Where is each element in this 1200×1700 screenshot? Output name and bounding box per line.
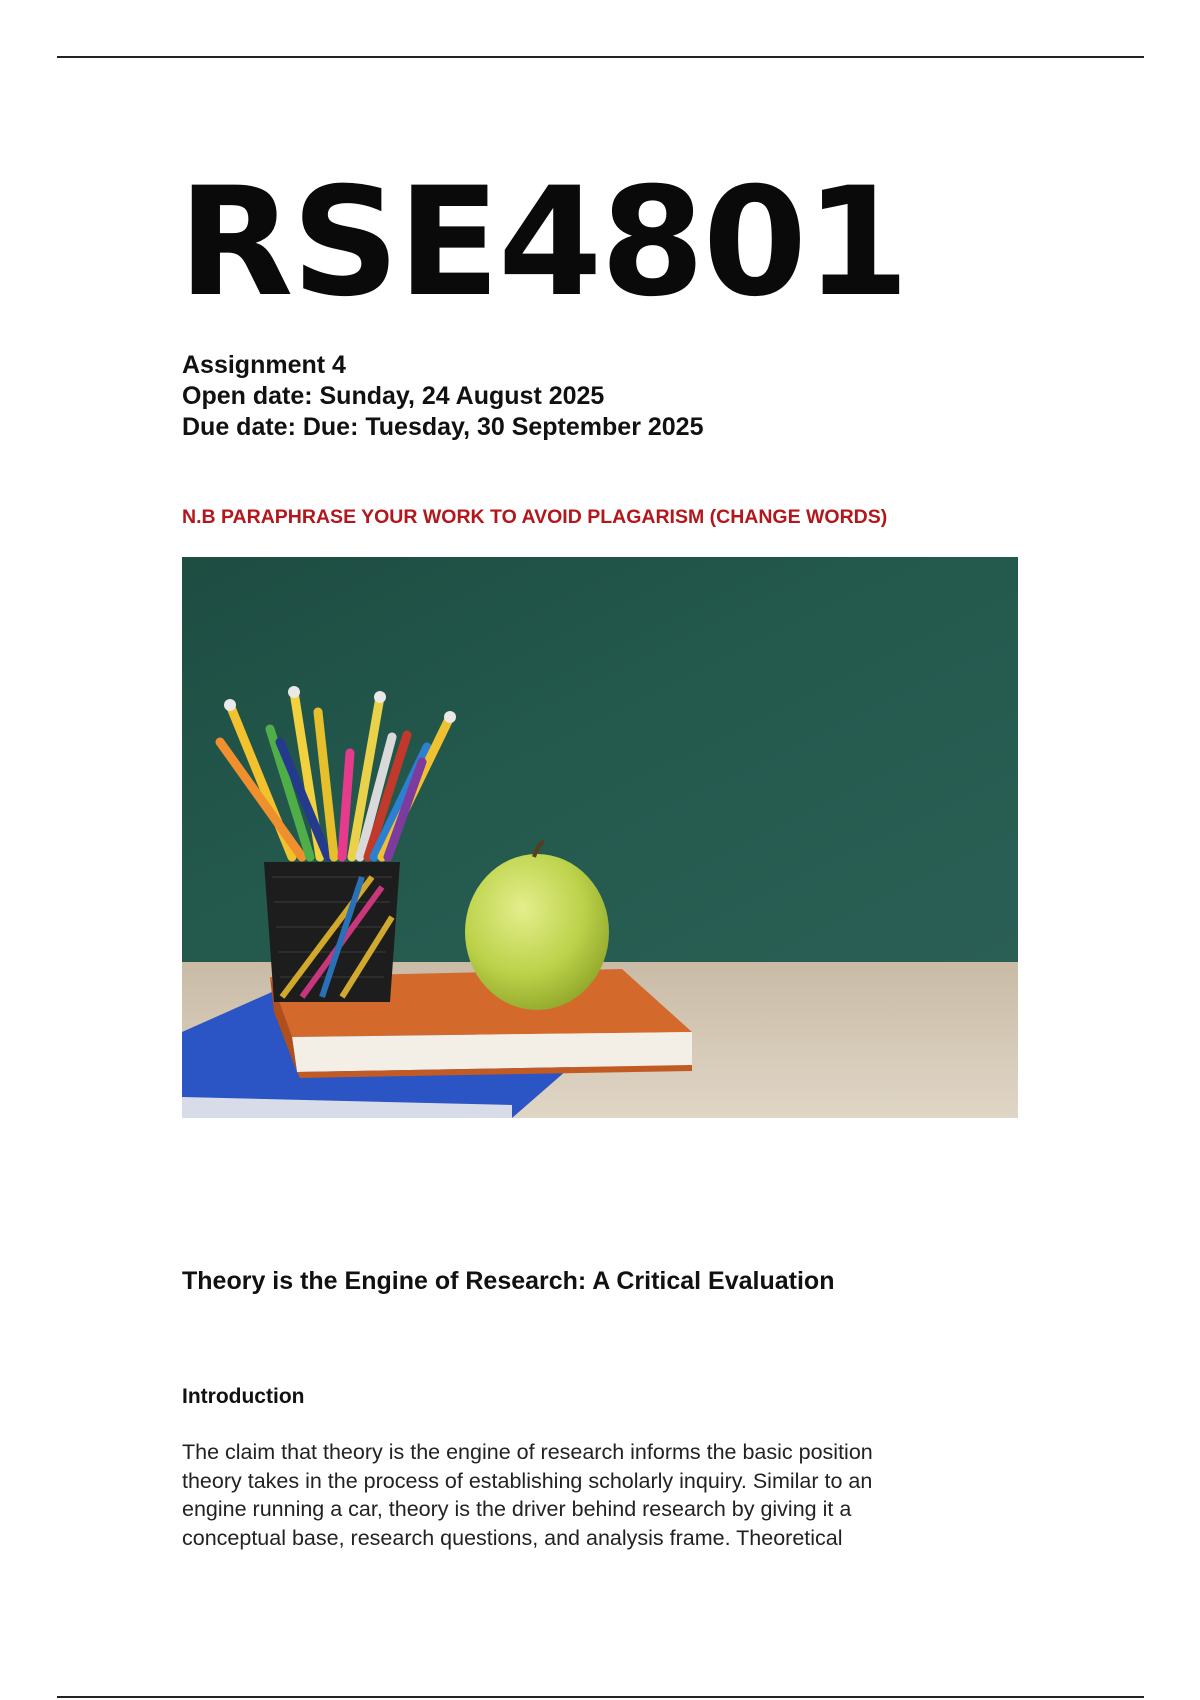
plagiarism-notice: N.B PARAPHRASE YOUR WORK TO AVOID PLAGARISM (CHANGE WORDS)	[182, 506, 888, 528]
introduction-paragraph	[182, 1438, 1002, 1552]
section-heading-introduction: Introduction	[182, 1385, 305, 1408]
apple	[465, 854, 609, 1010]
open-date: Open date: Sunday, 24 August 2025	[182, 382, 605, 410]
paragraph-line: conceptual base, research questions, and analysis frame. Theoretical	[182, 1525, 843, 1550]
top-rule	[57, 56, 1144, 58]
assignment-meta	[182, 350, 703, 443]
paragraph-line: The claim that theory is the engine of research informs the basic position	[182, 1440, 873, 1464]
bottom-rule	[57, 1696, 1144, 1698]
paragraph-line: engine running a car, theory is the driver behind research by giving it a	[182, 1497, 852, 1521]
classroom-photo	[182, 557, 1018, 1118]
course-code-heading: RSE4801	[178, 156, 908, 330]
paragraph-line: theory takes in the process of establishing scholarly inquiry. Similar to an	[182, 1468, 873, 1493]
due-date: Due date: Due: Tuesday, 30 September 2025	[182, 413, 704, 441]
assignment-number: Assignment 4	[182, 351, 346, 379]
document-title: Theory is the Engine of Research: A Critical Evaluation	[182, 1267, 835, 1295]
